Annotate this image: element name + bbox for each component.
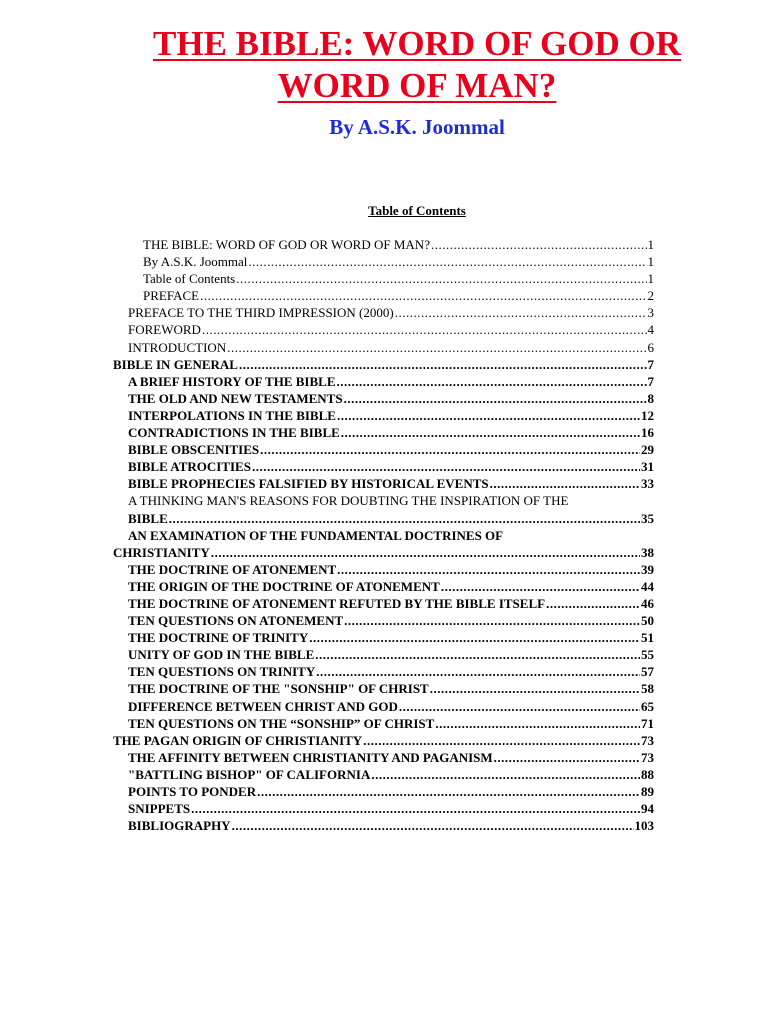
toc-heading: Table of Contents xyxy=(368,203,466,218)
toc-entry-page: 55 xyxy=(641,647,654,663)
toc-leader-dots xyxy=(341,424,640,441)
toc-entry-label: POINTS TO PONDER xyxy=(128,784,257,799)
toc-entry-label: FOREWORD xyxy=(128,322,201,338)
toc-leader-dots xyxy=(337,561,640,578)
toc-entry-page: 44 xyxy=(641,578,654,594)
toc-entry-label: TEN QUESTIONS ON THE “SONSHIP” OF CHRIST xyxy=(128,715,435,731)
toc-entry-page: 73 xyxy=(641,749,654,765)
toc-entry-page: 31 xyxy=(641,459,654,475)
toc-entry-label: THE PAGAN ORIGIN OF CHRISTIANITY xyxy=(113,732,363,748)
toc-leader-dots xyxy=(236,270,646,287)
toc-entry-label: DIFFERENCE BETWEEN CHRIST AND GOD xyxy=(128,698,398,714)
toc-entry-label: THE OLD AND NEW TESTAMENTS xyxy=(128,390,343,406)
toc-leader-dots xyxy=(316,663,640,680)
toc-entry[interactable] xyxy=(0,510,768,527)
toc-entry-page: 94 xyxy=(641,801,654,817)
toc-entry-label: THE AFFINITY BETWEEN CHRISTIANITY AND PAGANISM xyxy=(128,749,493,765)
toc-leader-dots xyxy=(395,304,647,321)
toc-entry-page: 89 xyxy=(641,784,654,799)
toc-entry[interactable] xyxy=(0,612,768,629)
toc-leader-dots xyxy=(399,698,640,715)
toc-entry-label: AN EXAMINATION OF THE FUNDAMENTAL DOCTRINES OF xyxy=(128,527,504,543)
toc-entry-label: THE BIBLE: WORD OF GOD OR WORD OF MAN? xyxy=(143,237,430,252)
toc-entry[interactable] xyxy=(0,732,768,749)
toc-entry[interactable] xyxy=(0,441,768,458)
toc-entry-page: 39 xyxy=(641,561,654,577)
toc-leader-dots xyxy=(191,800,640,817)
toc-entry[interactable] xyxy=(0,663,768,680)
toc-entry-label: BIBLIOGRAPHY xyxy=(128,818,231,834)
toc-leader-dots xyxy=(232,817,634,834)
toc-leader-dots xyxy=(430,680,640,697)
toc-leader-dots xyxy=(260,441,640,458)
toc-leader-dots xyxy=(363,732,640,749)
document-title: THE BIBLE: WORD OF GOD OR WORD OF MAN? xyxy=(153,24,681,105)
toc-leader-dots xyxy=(309,629,640,646)
toc-entry-page: 1 xyxy=(647,237,654,252)
toc-entry-label: PREFACE TO THE THIRD IMPRESSION (2000) xyxy=(128,305,394,321)
toc-entry-label: CONTRADICTIONS IN THE BIBLE xyxy=(128,425,340,441)
toc-entry[interactable] xyxy=(0,766,768,783)
document-author: By A.S.K. Joommal xyxy=(329,115,505,139)
toc-entry[interactable] xyxy=(0,339,768,356)
toc-leader-dots xyxy=(441,578,640,595)
toc-entry-label: BIBLE PROPHECIES FALSIFIED BY HISTORICAL EVENTS xyxy=(128,476,489,492)
toc-entry-page: 8 xyxy=(647,390,654,406)
toc-entry[interactable] xyxy=(0,304,768,321)
table-of-contents xyxy=(0,236,768,834)
toc-entry[interactable] xyxy=(0,817,768,834)
toc-entry[interactable] xyxy=(0,475,768,492)
toc-entry[interactable] xyxy=(0,356,768,373)
toc-leader-dots xyxy=(494,749,640,766)
toc-leader-dots xyxy=(169,510,640,527)
toc-entry-label: BIBLE OBSCENITIES xyxy=(128,442,260,458)
toc-entry[interactable] xyxy=(0,270,768,287)
toc-leader-dots xyxy=(315,646,640,663)
toc-entry[interactable] xyxy=(0,407,768,424)
toc-entry-page: 65 xyxy=(641,698,654,714)
toc-entry[interactable] xyxy=(0,390,768,407)
toc-entry-page: 38 xyxy=(641,544,654,560)
toc-entry-page: 58 xyxy=(641,681,654,697)
toc-leader-dots xyxy=(252,458,640,475)
toc-entry[interactable] xyxy=(0,424,768,441)
toc-leader-dots xyxy=(344,390,647,407)
toc-entry[interactable] xyxy=(0,595,768,612)
toc-entry[interactable] xyxy=(0,698,768,715)
toc-entry-page: 35 xyxy=(641,510,654,526)
toc-leader-dots xyxy=(337,407,640,424)
toc-entry[interactable] xyxy=(0,527,768,544)
toc-leader-dots xyxy=(239,356,647,373)
toc-entry[interactable] xyxy=(0,561,768,578)
toc-entry[interactable] xyxy=(0,321,768,338)
toc-entry-page: 4 xyxy=(647,322,654,338)
toc-leader-dots xyxy=(435,715,640,732)
toc-entry-page: 71 xyxy=(641,715,654,731)
toc-entry[interactable] xyxy=(0,749,768,766)
toc-entry-label: BIBLE IN GENERAL xyxy=(113,356,238,372)
toc-entry[interactable] xyxy=(0,783,768,800)
toc-entry-label: CHRISTIANITY xyxy=(113,544,210,560)
toc-entry-page: 1 xyxy=(647,271,654,287)
toc-entry-page: 29 xyxy=(641,442,654,458)
toc-entry-page: 103 xyxy=(634,818,654,834)
toc-leader-dots xyxy=(344,612,640,629)
toc-entry-label: A BRIEF HISTORY OF THE BIBLE xyxy=(128,373,336,389)
toc-leader-dots xyxy=(200,287,646,304)
toc-entry-page: 6 xyxy=(647,339,654,355)
toc-leader-dots xyxy=(546,595,640,612)
toc-entry[interactable] xyxy=(0,253,768,270)
toc-entry[interactable] xyxy=(0,236,768,253)
toc-entry[interactable] xyxy=(0,646,768,663)
toc-entry[interactable] xyxy=(0,287,768,304)
toc-entry-label: THE DOCTRINE OF ATONEMENT REFUTED BY THE BIBLE ITSELF xyxy=(128,595,546,611)
toc-leader-dots xyxy=(490,475,640,492)
toc-entry[interactable] xyxy=(0,715,768,732)
toc-entry-page: 1 xyxy=(647,254,654,270)
toc-entry-label: TEN QUESTIONS ON TRINITY xyxy=(128,664,316,680)
toc-entry-label: THE DOCTRINE OF THE "SONSHIP" OF CHRIST xyxy=(128,681,429,697)
toc-entry[interactable] xyxy=(0,492,768,509)
toc-entry-page: 51 xyxy=(641,630,654,646)
toc-entry-page: 12 xyxy=(641,407,654,423)
toc-entry-label: Table of Contents xyxy=(143,271,236,287)
toc-entry-label: INTRODUCTION xyxy=(128,339,227,355)
toc-entry[interactable] xyxy=(0,544,768,561)
toc-entry-label: A THINKING MAN'S REASONS FOR DOUBTING THE INSPIRATION OF THE xyxy=(128,493,569,509)
toc-entry-page: 33 xyxy=(641,476,654,492)
toc-entry-label: BIBLE xyxy=(128,510,168,526)
toc-entry-label: THE ORIGIN OF THE DOCTRINE OF ATONEMENT xyxy=(128,578,440,594)
toc-entry-page: 7 xyxy=(647,356,654,372)
toc-entry-label: TEN QUESTIONS ON ATONEMENT xyxy=(128,613,344,629)
toc-entry-page: 2 xyxy=(647,288,654,304)
toc-leader-dots xyxy=(431,236,647,253)
toc-entry-label: THE DOCTRINE OF ATONEMENT xyxy=(128,561,337,577)
toc-entry[interactable] xyxy=(0,458,768,475)
toc-entry-label: UNITY OF GOD IN THE BIBLE xyxy=(128,647,315,663)
toc-entry[interactable] xyxy=(0,373,768,390)
toc-entry-page: 46 xyxy=(641,595,654,611)
toc-entry-page: 73 xyxy=(641,732,654,748)
toc-leader-dots xyxy=(211,544,640,561)
toc-entry-label: THE DOCTRINE OF TRINITY xyxy=(128,630,309,646)
toc-entry-page: 50 xyxy=(641,613,654,629)
toc-entry-page: 3 xyxy=(647,305,654,321)
toc-leader-dots xyxy=(248,253,646,270)
toc-entry[interactable] xyxy=(0,629,768,646)
toc-leader-dots xyxy=(337,373,647,390)
toc-entry[interactable] xyxy=(0,578,768,595)
toc-entry[interactable] xyxy=(0,800,768,817)
toc-entry-label: By A.S.K. Joommal xyxy=(143,254,248,270)
toc-entry-label: "BATTLING BISHOP" OF CALIFORNIA xyxy=(128,766,371,782)
toc-entry-page: 16 xyxy=(641,425,654,441)
toc-entry-page: 57 xyxy=(641,664,654,680)
toc-leader-dots xyxy=(257,783,640,800)
toc-leader-dots xyxy=(227,339,646,356)
toc-leader-dots xyxy=(202,321,647,338)
toc-entry-page: 88 xyxy=(641,766,654,782)
toc-entry[interactable] xyxy=(0,680,768,697)
toc-entry-label: BIBLE ATROCITIES xyxy=(128,459,251,475)
toc-entry-label: INTERPOLATIONS IN THE BIBLE xyxy=(128,407,336,423)
toc-leader-dots xyxy=(371,766,640,783)
toc-entry-label: PREFACE xyxy=(143,288,200,304)
toc-entry-page: 7 xyxy=(647,373,654,389)
toc-entry-label: SNIPPETS xyxy=(128,801,191,817)
